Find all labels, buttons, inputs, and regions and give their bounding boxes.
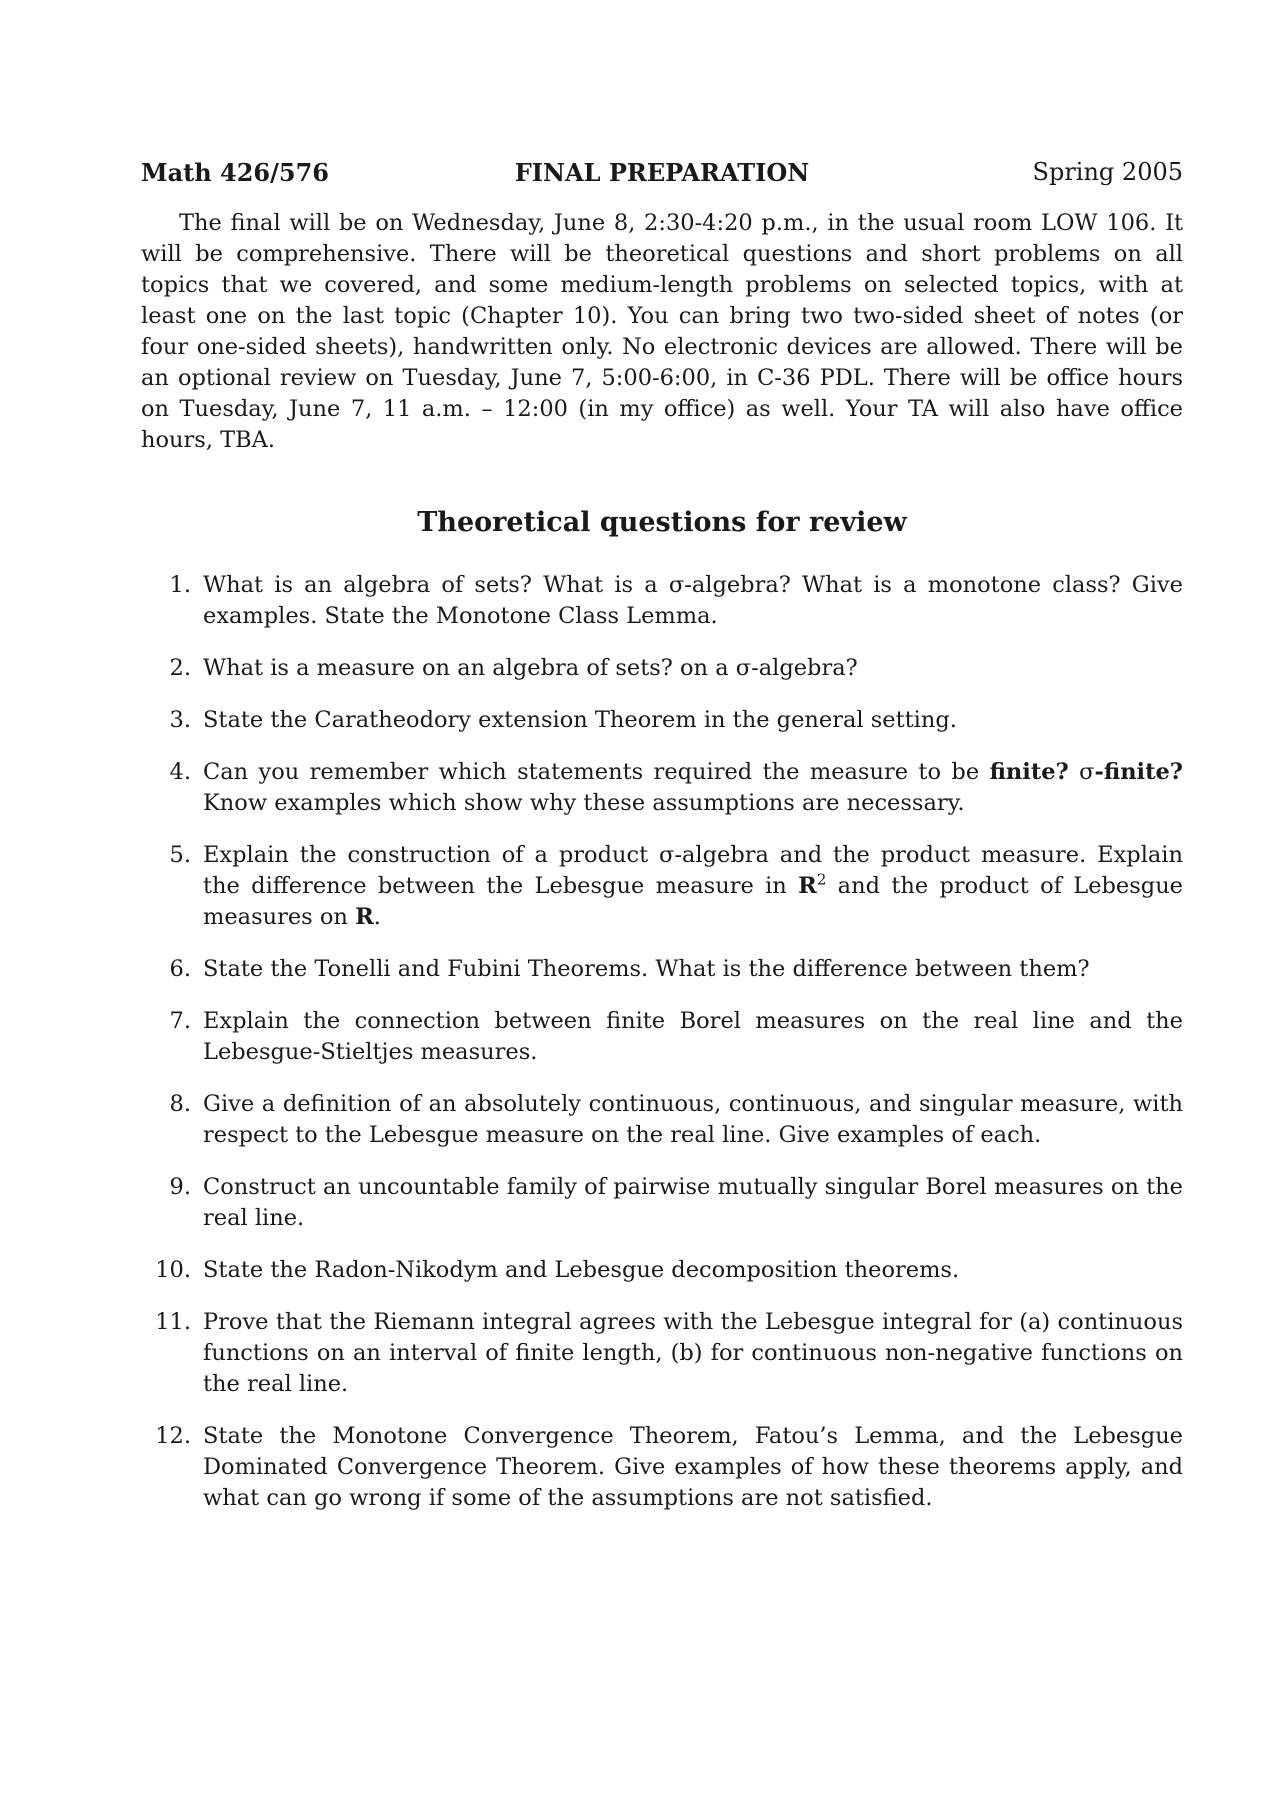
question-text-part: σ bbox=[1068, 759, 1095, 785]
question-text: State the Tonelli and Fubini Theorems. What is the difference between them? bbox=[203, 956, 1090, 982]
question-number: 4. bbox=[169, 759, 191, 785]
question-item bbox=[141, 1307, 1183, 1400]
question-text-part: Explain the construction of a product σ-algebra and the product measure. Explain the difference between the Lebesgue measure in bbox=[203, 842, 1183, 899]
question-number: 7. bbox=[169, 1008, 191, 1034]
question-text-part: and the product of Lebesgue measures on bbox=[203, 873, 1184, 930]
question-number: 9. bbox=[169, 1174, 191, 1200]
question-item bbox=[141, 757, 1183, 819]
intro-paragraph: The final will be on Wednesday, June 8, 2:30-4:20 p.m., in the usual room LOW 106. It will be comprehensive. There will be theoretical questions and short problems on all topics that we covered, and some medium-length problems on selected topics, with at least one on the last topic (Chapter 10). You can bring two two-sided sheet of notes (or four one-sided sheets), handwritten only. No electronic devices are allowed. There will be an optional review on Tuesday, June 7, 5:00-6:00, in C-36 PDL. There will be office hours on Tuesday, June 7, 11 a.m. – 12:00 (in my office) as well. Your TA will also have office hours, TBA. bbox=[141, 210, 1183, 453]
question-text: State the Radon-Nikodym and Lebesgue decomposition theorems. bbox=[203, 1257, 960, 1283]
bold-term-finite: finite? bbox=[989, 759, 1069, 785]
question-number: 6. bbox=[169, 956, 191, 982]
question-item bbox=[141, 840, 1183, 933]
question-item bbox=[141, 1089, 1183, 1151]
document-page bbox=[141, 150, 1183, 1535]
question-number: 12. bbox=[155, 1423, 191, 1449]
question-item bbox=[141, 1172, 1183, 1234]
question-item bbox=[141, 1006, 1183, 1068]
term-label: Spring 2005 bbox=[1032, 158, 1183, 186]
question-number: 11. bbox=[155, 1309, 191, 1335]
question-text bbox=[203, 842, 1183, 930]
question-number: 2. bbox=[169, 655, 191, 681]
document-title: FINAL PREPARATION bbox=[514, 158, 810, 187]
question-text: Give a definition of an absolutely continuous, continuous, and singular measure, with respect to the Lebesgue measure on the real line. Give examples of each. bbox=[203, 1091, 1183, 1148]
question-text: Prove that the Riemann integral agrees with the Lebesgue integral for (a) continuous functions on an interval of finite length, (b) for continuous non-negative functions on the real line. bbox=[203, 1309, 1183, 1397]
question-text: What is an algebra of sets? What is a σ-algebra? What is a monotone class? Give examples. State the Monotone Class Lemma. bbox=[203, 572, 1183, 629]
question-text-part: Can you remember which statements required the measure to be bbox=[203, 759, 990, 785]
question-text: What is a measure on an algebra of sets? on a σ-algebra? bbox=[203, 655, 858, 681]
question-number: 8. bbox=[169, 1091, 191, 1117]
question-text: Explain the connection between finite Borel measures on the real line and the Lebesgue-Stieltjes measures. bbox=[203, 1008, 1183, 1065]
question-number: 3. bbox=[169, 707, 191, 733]
question-item bbox=[141, 653, 1183, 684]
question-item bbox=[141, 954, 1183, 985]
question-text: State the Caratheodory extension Theorem in the general setting. bbox=[203, 707, 957, 733]
question-text-part: . bbox=[373, 904, 381, 930]
question-number: 5. bbox=[169, 842, 191, 868]
question-item bbox=[141, 705, 1183, 736]
bold-symbol-reals: R bbox=[798, 873, 817, 899]
question-text: State the Monotone Convergence Theorem, Fatou’s Lemma, and the Lebesgue Dominated Convergence Theorem. Give examples of how these theorems apply, and what can go wrong if some of the assumptions are not satisfied. bbox=[203, 1423, 1183, 1511]
question-text-part: Know examples which show why these assumptions are necessary. bbox=[203, 790, 965, 816]
question-item bbox=[141, 1255, 1183, 1286]
course-number: Math 426/576 bbox=[141, 158, 329, 187]
section-title: Theoretical questions for review bbox=[417, 507, 907, 538]
question-text bbox=[203, 759, 1183, 816]
question-number: 10. bbox=[155, 1257, 191, 1283]
question-number: 1. bbox=[169, 572, 191, 598]
question-text: Construct an uncountable family of pairwise mutually singular Borel measures on the real line. bbox=[203, 1174, 1183, 1231]
page-header bbox=[141, 150, 1183, 190]
bold-term-sigma-finite: -finite? bbox=[1094, 759, 1183, 785]
superscript-exponent: 2 bbox=[816, 870, 827, 889]
question-list bbox=[141, 570, 1183, 1514]
question-item bbox=[141, 570, 1183, 632]
question-item bbox=[141, 1421, 1183, 1514]
bold-symbol-reals: R bbox=[355, 904, 374, 930]
